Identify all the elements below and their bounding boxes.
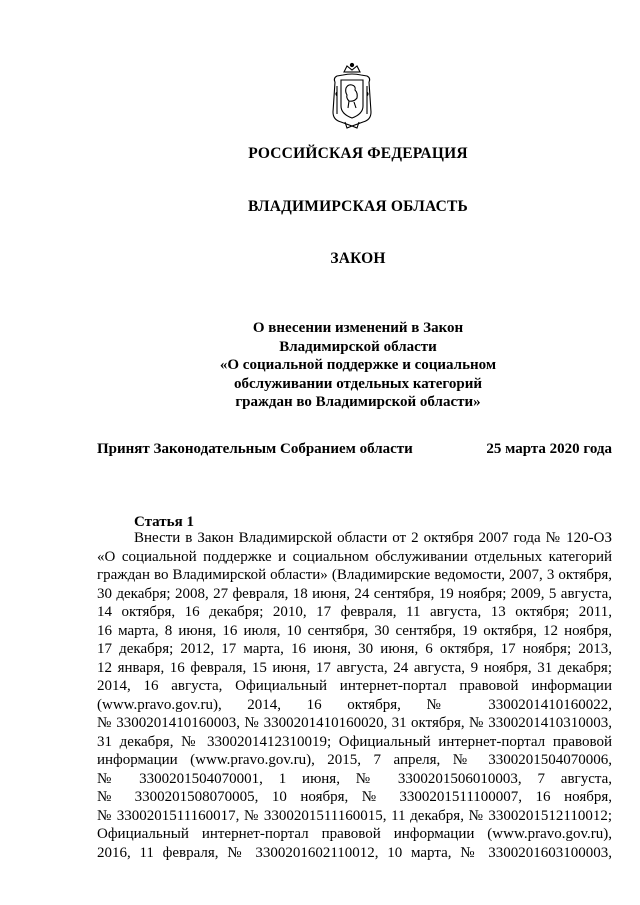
- body-line: 30 декабря; 2008, 27 февраля, 18 июня, 24 сентября, 19 ноября; 2009, 5 августа,: [97, 585, 612, 602]
- law-title: [38, 319, 640, 412]
- adoption-date: 25 марта 2020 года: [486, 441, 612, 457]
- body-line: 16 марта, 8 июня, 16 июля, 10 сентября, 30 сентября, 19 октября, 12 ноября,: [97, 622, 612, 639]
- document-type-heading: ЗАКОН: [330, 250, 386, 267]
- article-body: [97, 529, 612, 862]
- region-heading: ВЛАДИМИРСКАЯ ОБЛАСТЬ: [248, 198, 468, 215]
- body-line: Внести в Закон Владимирской области от 2 октября 2007 года № 120-ОЗ: [134, 530, 612, 546]
- body-line: информации (www.pravo.gov.ru), 2015, 7 апреля, № 3300201504070006,: [97, 752, 612, 768]
- body-line: граждан во Владимирской области» (Владимирские ведомости, 2007, 3 октября,: [97, 567, 612, 583]
- title-line: граждан во Владимирской области»: [235, 394, 481, 410]
- title-line: О внесении изменений в Закон: [252, 320, 464, 336]
- article-heading: Статья 1: [134, 514, 194, 530]
- title-line: Владимирской области: [279, 338, 437, 355]
- body-line: 14 октября, 16 декабря; 2010, 17 февраля, 11 августа, 13 октября; 2011,: [97, 604, 612, 620]
- body-line: Официальный интернет-портал правовой информации (www.pravo.gov.ru),: [97, 826, 612, 842]
- body-line: «О социальной поддержке и социальном обслуживании отдельных категорий: [97, 548, 612, 565]
- body-line: 31 декабря, № 3300201412310019; Официальный интернет-портал правовой: [97, 733, 612, 750]
- title-line: «О социальной поддержке и социальном: [219, 357, 497, 373]
- adoption-line: [97, 441, 612, 458]
- body-line: 2014, 16 августа, Официальный интернет-портал правовой информации: [97, 678, 612, 694]
- body-line: 2016, 11 февраля, № 3300201602110012, 10 марта, № 3300201603100003,: [97, 844, 612, 861]
- body-line: (www.pravo.gov.ru), 2014, 16 октября, № 3300201410160022,: [97, 696, 612, 713]
- adopted-by: Принят Законодательным Собранием области: [97, 441, 413, 457]
- title-line: обслуживании отдельных категорий: [234, 375, 482, 392]
- body-line: 17 декабря; 2012, 17 марта, 16 июня, 30 июня, 6 октября, 17 ноября; 2013,: [97, 641, 612, 657]
- coat-of-arms-icon: [327, 62, 377, 130]
- body-line: 12 января, 16 февраля, 15 июня, 17 августа, 24 августа, 9 ноября, 31 декабря;: [97, 659, 612, 676]
- body-line: № 3300201511160017, № 3300201511160015, 11 декабря, № 3300201512110012;: [97, 807, 612, 824]
- body-line: № 3300201410160003, № 3300201410160020, 31 октября, № 3300201410310003,: [97, 715, 612, 731]
- body-line: № 3300201504070001, 1 июня, № 3300201506010003, 7 августа,: [97, 770, 612, 787]
- country-heading: РОССИЙСКАЯ ФЕДЕРАЦИЯ: [248, 145, 468, 162]
- body-line: № 3300201508070005, 10 ноября, № 3300201511100007, 16 ноября,: [97, 789, 612, 805]
